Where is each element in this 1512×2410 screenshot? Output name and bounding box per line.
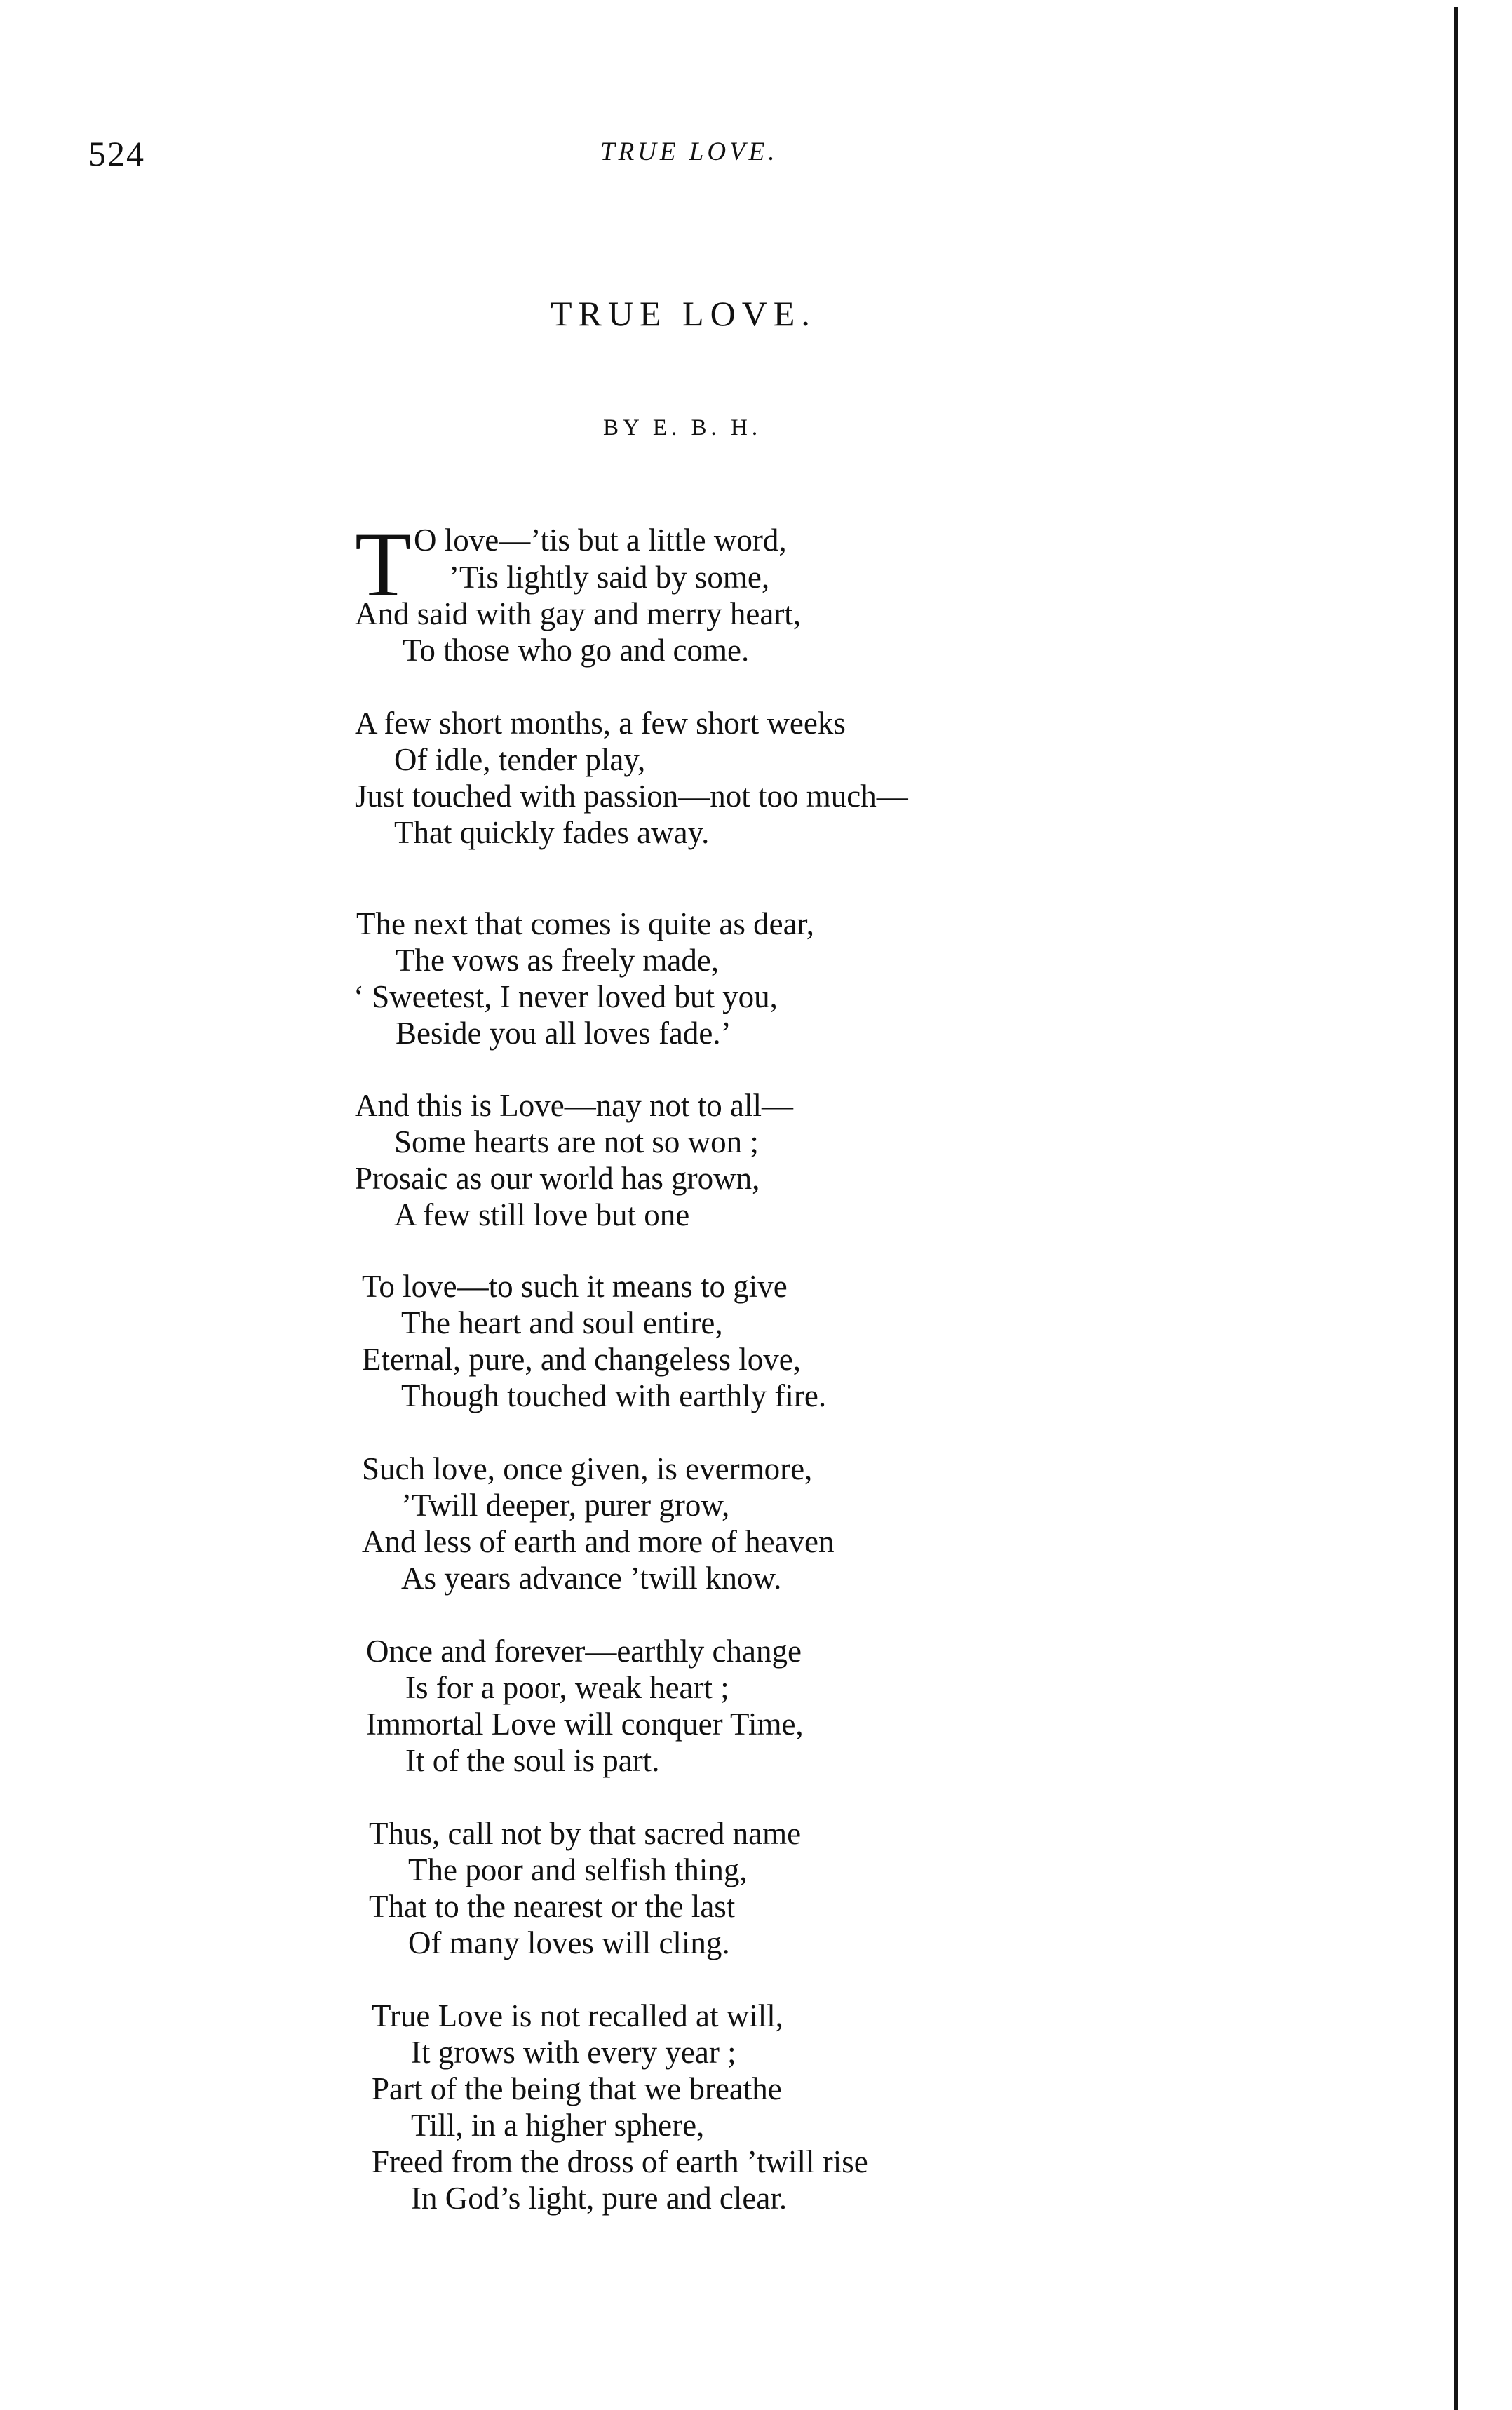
right-margin-rule xyxy=(1454,7,1458,2410)
poem-line: Of idle, tender play, xyxy=(394,742,646,777)
poem-line: ‘ Sweetest, I never loved but you, xyxy=(353,979,778,1014)
poem-line: That quickly fades away. xyxy=(394,815,710,850)
poem-line: True Love is not recalled at will, xyxy=(372,1998,783,2033)
poem-line: It of the soul is part. xyxy=(405,1743,660,1778)
poem-line: The vows as freely made, xyxy=(396,943,720,978)
poem-line: To those who go and come. xyxy=(403,633,750,668)
poem-line: The next that comes is quite as dear, xyxy=(356,906,814,941)
poem-line: Freed from the dross of earth ’twill rise xyxy=(372,2144,868,2179)
poem-line: And this is Love—nay not to all— xyxy=(355,1088,793,1123)
drop-cap: T xyxy=(355,513,412,616)
poem-line: Such love, once given, is evermore, xyxy=(362,1451,813,1486)
poem-line: Though touched with earthly fire. xyxy=(401,1378,827,1413)
poem-line: Just touched with passion—not too much— xyxy=(355,779,908,814)
poem-line: Immortal Love will conquer Time, xyxy=(366,1706,804,1742)
poem-line: ’Tis lightly said by some, xyxy=(449,560,770,595)
page-number: 524 xyxy=(88,134,145,173)
poem-title: TRUE LOVE. xyxy=(551,294,816,333)
poem-line: As years advance ’twill know. xyxy=(401,1561,782,1596)
poem-line: Of many loves will cling. xyxy=(408,1925,730,1960)
poem-line: It grows with every year ; xyxy=(411,2035,736,2070)
poem-line: And said with gay and merry heart, xyxy=(355,596,802,631)
poem-line: A few short months, a few short weeks xyxy=(355,706,846,741)
poem-line: Part of the being that we breathe xyxy=(372,2071,782,2106)
poem-line: Beside you all loves fade.’ xyxy=(396,1016,731,1051)
poem-line: The poor and selfish thing, xyxy=(408,1852,748,1887)
poem-first-line: O love—’tis but a little word, xyxy=(414,523,787,558)
poem-line: Once and forever—earthly change xyxy=(366,1634,802,1669)
poem-line: ’Twill deeper, purer grow, xyxy=(401,1488,730,1523)
poem-line: Prosaic as our world has grown, xyxy=(355,1161,760,1196)
poem-line: In God’s light, pure and clear. xyxy=(411,2181,788,2216)
poem-line: To love—to such it means to give xyxy=(362,1269,788,1304)
poem-line: Some hearts are not so won ; xyxy=(394,1124,759,1159)
poem-line: Eternal, pure, and changeless love, xyxy=(362,1342,802,1377)
poem-line: And less of earth and more of heaven xyxy=(362,1524,835,1559)
running-head: TRUE LOVE. xyxy=(600,137,778,166)
poem-line: That to the nearest or the last xyxy=(369,1889,736,1924)
poem-line: Thus, call not by that sacred name xyxy=(369,1816,802,1851)
poem-line: The heart and soul entire, xyxy=(401,1305,723,1340)
poem-line: Is for a poor, weak heart ; xyxy=(405,1670,729,1705)
poem-byline: BY E. B. H. xyxy=(603,415,762,440)
poem-line: A few still love but one xyxy=(394,1197,690,1232)
poem-line: Till, in a higher sphere, xyxy=(411,2108,705,2143)
